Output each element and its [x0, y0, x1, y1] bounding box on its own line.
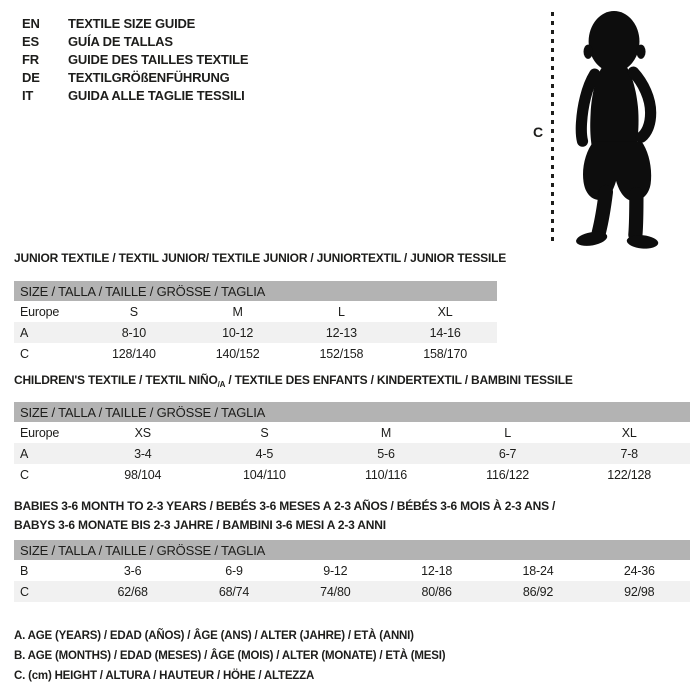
table-cell: 104/110: [242, 467, 286, 482]
table-row-age-months: [14, 560, 690, 581]
row-label: Europe: [20, 425, 60, 440]
table-cell: 14-16: [429, 325, 461, 340]
table-cell: 6-7: [498, 446, 517, 461]
toddler-silhouette-image: [560, 9, 664, 249]
footnote-b: B. AGE (MONTHS) / EDAD (MESES) / ÂGE (MOIS) / ALTER (MONATE) / ETÀ (MESI): [14, 650, 446, 662]
children-title-text: CHILDREN'S TEXTILE / TEXTIL NIÑO: [14, 373, 218, 387]
table-cell: 110/116: [365, 467, 407, 482]
table-cell: 74/80: [320, 584, 351, 599]
table-cell: 18-24: [522, 563, 554, 578]
babies-section-title: [14, 497, 555, 535]
table-cell: M: [380, 425, 392, 440]
table-cell: M: [232, 304, 243, 319]
row-label: A: [20, 446, 29, 461]
language-label: GUIDA ALLE TAGLIE TESSILI: [68, 87, 245, 103]
babies-title-line1: BABIES 3-6 MONTH TO 2-3 YEARS / BEBÉS 3-6 MESES A 2-3 AÑOS / BÉBÉS 3-6 MOIS À 2-3 ANS /: [14, 499, 556, 513]
table-cell: 86/92: [522, 584, 554, 599]
row-label: Europe: [20, 304, 60, 319]
language-row-it: [22, 86, 248, 104]
table-cell: 62/68: [117, 584, 148, 599]
size-header-bar: SIZE / TALLA / TAILLE / GRÖSSE / TAGLIA: [14, 540, 690, 560]
language-label: TEXTILGRÖßENFÜHRUNG: [68, 69, 230, 85]
size-header-bar: SIZE / TALLA / TAILLE / GRÖSSE / TAGLIA: [14, 402, 690, 422]
language-code: DE: [22, 69, 40, 85]
babies-size-table: [14, 540, 690, 602]
table-row-age: [14, 322, 497, 343]
table-row-height: [14, 464, 690, 485]
language-code: IT: [22, 87, 34, 103]
footnote-c: C. (cm) HEIGHT / ALTURA / HAUTEUR / HÖHE / ALTEZZA: [14, 670, 315, 682]
table-cell: 122/128: [607, 467, 652, 482]
table-cell: 7-8: [620, 446, 638, 461]
table-cell: 5-6: [377, 446, 395, 461]
footnote-legend: [14, 626, 445, 686]
table-cell: L: [504, 425, 511, 440]
table-row-europe: [14, 422, 690, 443]
table-cell: 3-6: [123, 563, 142, 578]
table-cell: XL: [437, 304, 453, 319]
table-row-europe: [14, 301, 497, 322]
table-cell: 128/140: [111, 346, 156, 361]
footnote-a: A. AGE (YEARS) / EDAD (AÑOS) / ÂGE (ANS) / ALTER (JAHRE) / ETÀ (ANNI): [14, 630, 414, 642]
table-row-height: [14, 581, 690, 602]
height-measure-label: C: [533, 124, 544, 140]
table-cell: 9-12: [323, 563, 348, 578]
junior-size-table: [14, 281, 497, 364]
table-cell: 10-12: [222, 325, 254, 340]
table-cell: XL: [621, 425, 637, 440]
height-figure: [520, 8, 698, 253]
language-row-fr: [22, 50, 248, 68]
height-dotted-line: [551, 12, 554, 245]
table-cell: 152/158: [319, 346, 364, 361]
table-cell: XS: [134, 425, 151, 440]
table-cell: 4-5: [255, 446, 274, 461]
table-cell: 98/104: [124, 467, 162, 482]
table-cell: S: [260, 425, 269, 440]
table-cell: 158/170: [423, 346, 468, 361]
table-cell: 12-13: [325, 325, 357, 340]
language-row-en: [22, 14, 248, 32]
table-cell: 116/122: [486, 467, 529, 482]
language-label: GUIDE DES TAILLES TEXTILE: [68, 51, 249, 67]
row-label: C: [20, 346, 29, 361]
row-label: B: [20, 563, 29, 578]
language-label: TEXTILE SIZE GUIDE: [68, 15, 196, 31]
table-row-age: [14, 443, 690, 464]
table-cell: 80/86: [421, 584, 452, 599]
size-header-bar: SIZE / TALLA / TAILLE / GRÖSSE / TAGLIA: [14, 281, 497, 301]
language-row-es: [22, 32, 248, 50]
language-row-de: [22, 68, 248, 86]
children-size-table: [14, 402, 690, 485]
children-title-text: / TEXTILE DES ENFANTS / KINDERTEXTIL / BAMBINI TESSILE: [225, 373, 573, 387]
children-section-title: [14, 373, 573, 387]
row-label: C: [20, 467, 29, 482]
row-label: A: [20, 325, 29, 340]
table-cell: S: [129, 304, 138, 319]
table-cell: 24-36: [623, 563, 655, 578]
table-cell: 12-18: [421, 563, 453, 578]
language-label: GUÍA DE TALLAS: [68, 33, 173, 49]
language-code: ES: [22, 33, 39, 49]
table-cell: 3-4: [134, 446, 152, 461]
language-code: FR: [22, 51, 39, 67]
babies-title-line2: BABYS 3-6 MONATE BIS 2-3 JAHRE / BAMBINI 3-6 MESI A 2-3 ANNI: [14, 518, 386, 532]
table-cell: 8-10: [121, 325, 146, 340]
table-cell: L: [337, 304, 345, 319]
table-cell: 68/74: [218, 584, 250, 599]
table-cell: 6-9: [225, 563, 243, 578]
row-label: C: [20, 584, 29, 599]
children-title-subscript: /A: [217, 380, 226, 389]
table-cell: 140/152: [215, 346, 260, 361]
table-row-height: [14, 343, 497, 364]
junior-section-title: JUNIOR TEXTILE / TEXTIL JUNIOR/ TEXTILE JUNIOR / JUNIORTEXTIL / JUNIOR TESSILE: [14, 251, 507, 265]
table-cell: 92/98: [624, 584, 655, 599]
language-list: [22, 14, 248, 104]
language-code: EN: [22, 15, 40, 31]
